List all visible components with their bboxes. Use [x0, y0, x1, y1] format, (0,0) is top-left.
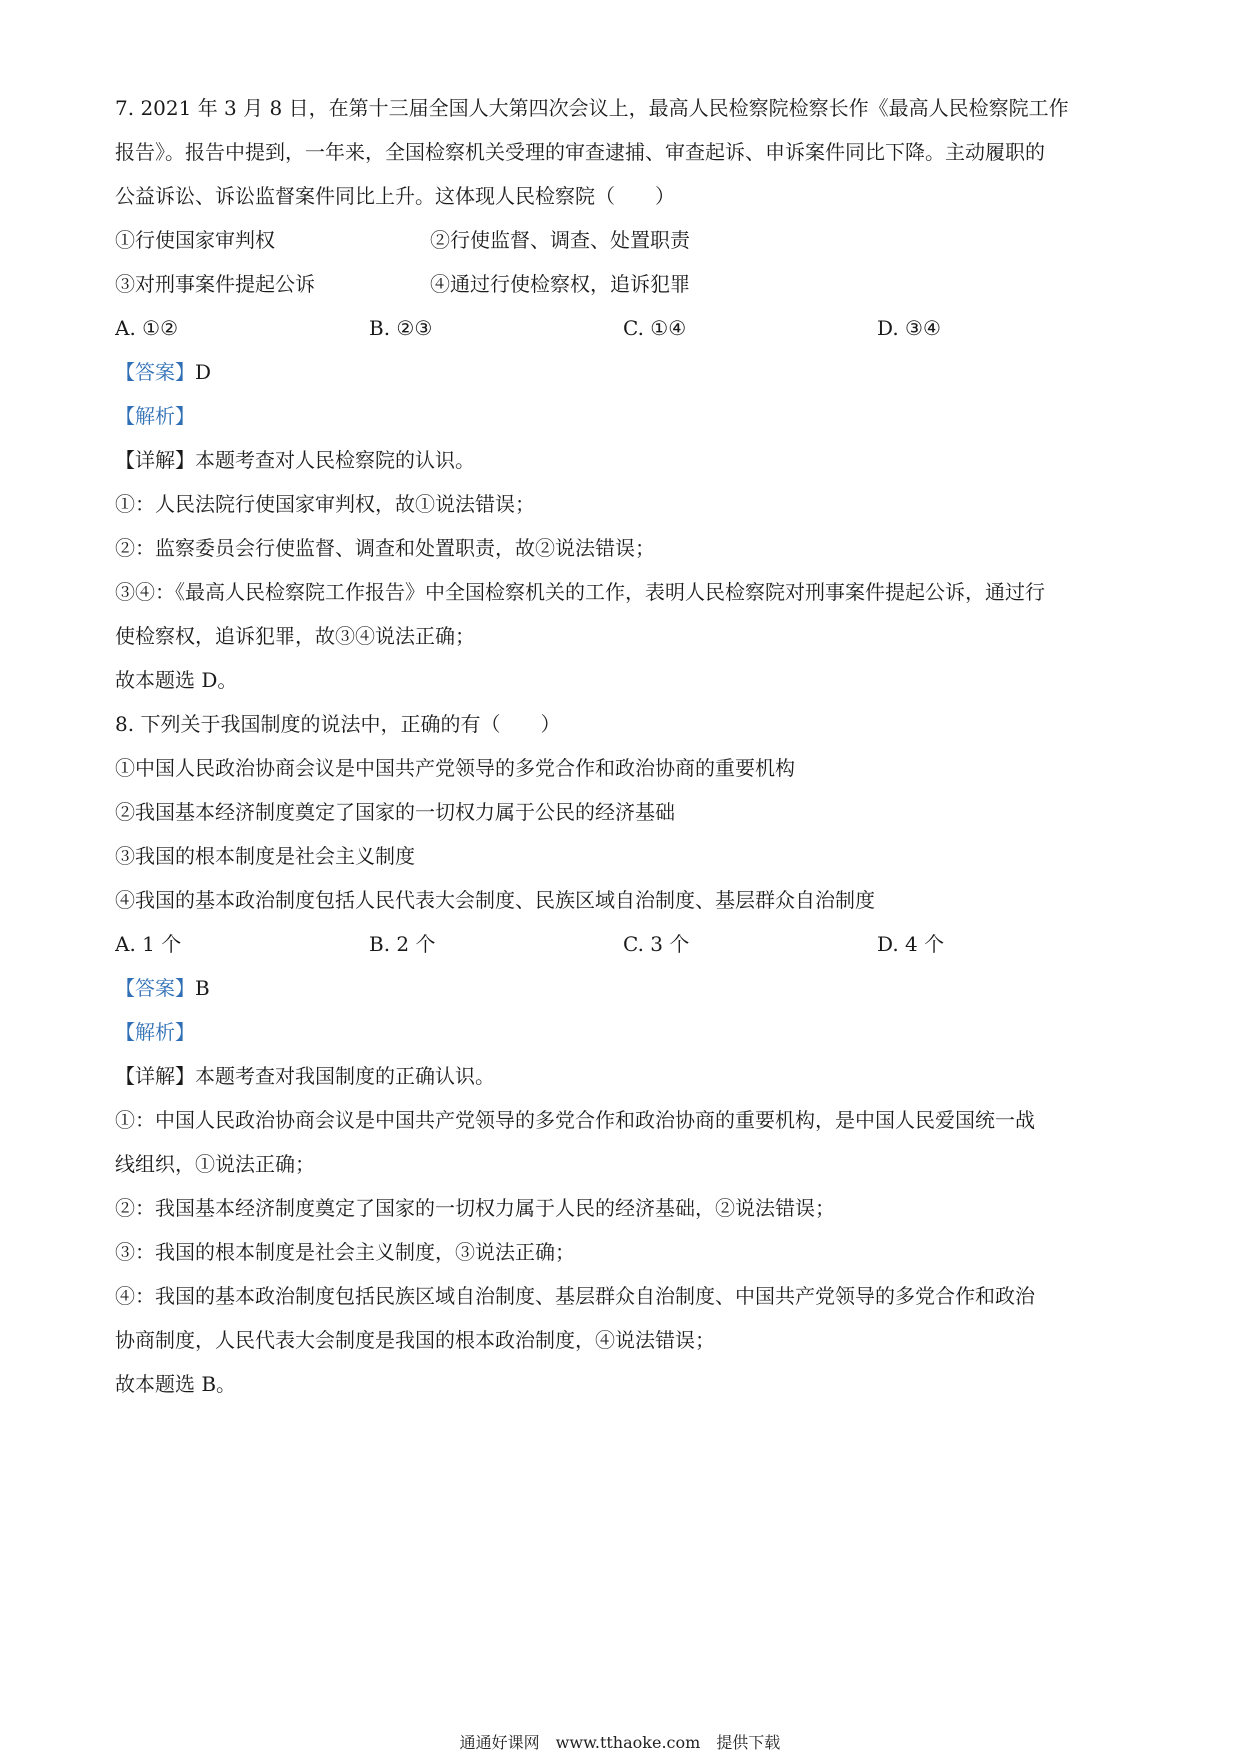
q8-options [115, 930, 1135, 958]
q8-answer [115, 974, 1135, 1002]
q8-detail-line-2: ①：中国人民政治协商会议是中国共产党领导的多党合作和政治协商的重要机构，是中国人民爱国统一战 [115, 1108, 1035, 1132]
q8-statement-1: ①中国人民政治协商会议是中国共产党领导的多党合作和政治协商的重要机构 [115, 756, 795, 780]
q7-statements-row-2 [115, 270, 1135, 298]
q8-analysis-tag: 【解析】 [115, 1020, 195, 1044]
q7-detail-line-1: 【详解】本题考查对人民检察院的认识。 [115, 448, 475, 472]
q8-statement-3: ③我国的根本制度是社会主义制度 [115, 844, 415, 868]
q8-detail-line-1: 【详解】本题考查对我国制度的正确认识。 [115, 1064, 495, 1088]
q7-stem-line-1: 7. 2021 年 3 月 8 日，在第十三届全国人大第四次会议上，最高人民检察院检察长作《最高人民检察院工作 [115, 96, 1069, 120]
q7-option-a: A. ①② [115, 316, 179, 340]
q7-options [115, 314, 1135, 342]
q7-statement-3: ③对刑事案件提起公诉 [115, 272, 315, 296]
q7-option-d: D. ③④ [877, 316, 941, 340]
q7-analysis-tag: 【解析】 [115, 404, 195, 428]
q7-detail-line-6: 故本题选 D。 [115, 668, 238, 692]
q8-option-a: A. 1 个 [115, 932, 182, 956]
q8-statement-4: ④我国的基本政治制度包括人民代表大会制度、民族区域自治制度、基层群众自治制度 [115, 888, 875, 912]
q7-answer [115, 358, 1135, 386]
q8-answer-tag: 【答案】 [115, 976, 195, 1000]
q7-statement-2: ②行使监督、调查、处置职责 [430, 228, 690, 252]
q8-option-c: C. 3 个 [623, 932, 690, 956]
q8-detail-line-5: ③：我国的根本制度是社会主义制度，③说法正确； [115, 1240, 575, 1264]
q8-detail-line-7: 协商制度，人民代表大会制度是我国的根本政治制度，④说法错误； [115, 1328, 715, 1352]
q8-option-d: D. 4 个 [877, 932, 945, 956]
q7-statements-row-1 [115, 226, 1135, 254]
q7-stem-line-3: 公益诉讼、诉讼监督案件同比上升。这体现人民检察院（ ） [115, 184, 675, 208]
q7-stem-line-2: 报告》。报告中提到，一年来，全国检察机关受理的审查逮捕、审查起诉、申诉案件同比下降。主动履职的 [115, 140, 1045, 164]
q8-stem-line-1: 8. 下列关于我国制度的说法中，正确的有（ ） [115, 712, 561, 736]
q7-statement-4: ④通过行使检察权，追诉犯罪 [430, 272, 690, 296]
q7-answer-tag: 【答案】 [115, 360, 195, 384]
page-footer: 通通好课网 www.tthaoke.com 提供下载 [459, 1733, 781, 1752]
q7-detail-line-3: ②：监察委员会行使监督、调查和处置职责，故②说法错误； [115, 536, 655, 560]
q7-option-b: B. ②③ [369, 316, 433, 340]
q7-statement-1: ①行使国家审判权 [115, 228, 275, 252]
q7-answer-value: D [195, 360, 212, 384]
q8-detail-line-4: ②：我国基本经济制度奠定了国家的一切权力属于人民的经济基础，②说法错误； [115, 1196, 835, 1220]
q8-option-b: B. 2 个 [369, 932, 436, 956]
q8-detail-line-6: ④：我国的基本政治制度包括民族区域自治制度、基层群众自治制度、中国共产党领导的多党合作和政治 [115, 1284, 1035, 1308]
q7-option-c: C. ①④ [623, 316, 687, 340]
q8-answer-value: B [195, 976, 210, 1000]
q8-analysis-heading [115, 1018, 1135, 1046]
q8-detail-line-3: 线组织，①说法正确； [115, 1152, 315, 1176]
q7-analysis-heading [115, 402, 1135, 430]
q7-detail-line-4: ③④：《最高人民检察院工作报告》中全国检察机关的工作，表明人民检察院对刑事案件提起公诉，通过行 [115, 580, 1045, 604]
q7-detail-line-2: ①：人民法院行使国家审判权，故①说法错误； [115, 492, 535, 516]
q8-statement-2: ②我国基本经济制度奠定了国家的一切权力属于公民的经济基础 [115, 800, 675, 824]
q8-detail-line-8: 故本题选 B。 [115, 1372, 237, 1396]
q7-detail-line-5: 使检察权，追诉犯罪，故③④说法正确； [115, 624, 475, 648]
